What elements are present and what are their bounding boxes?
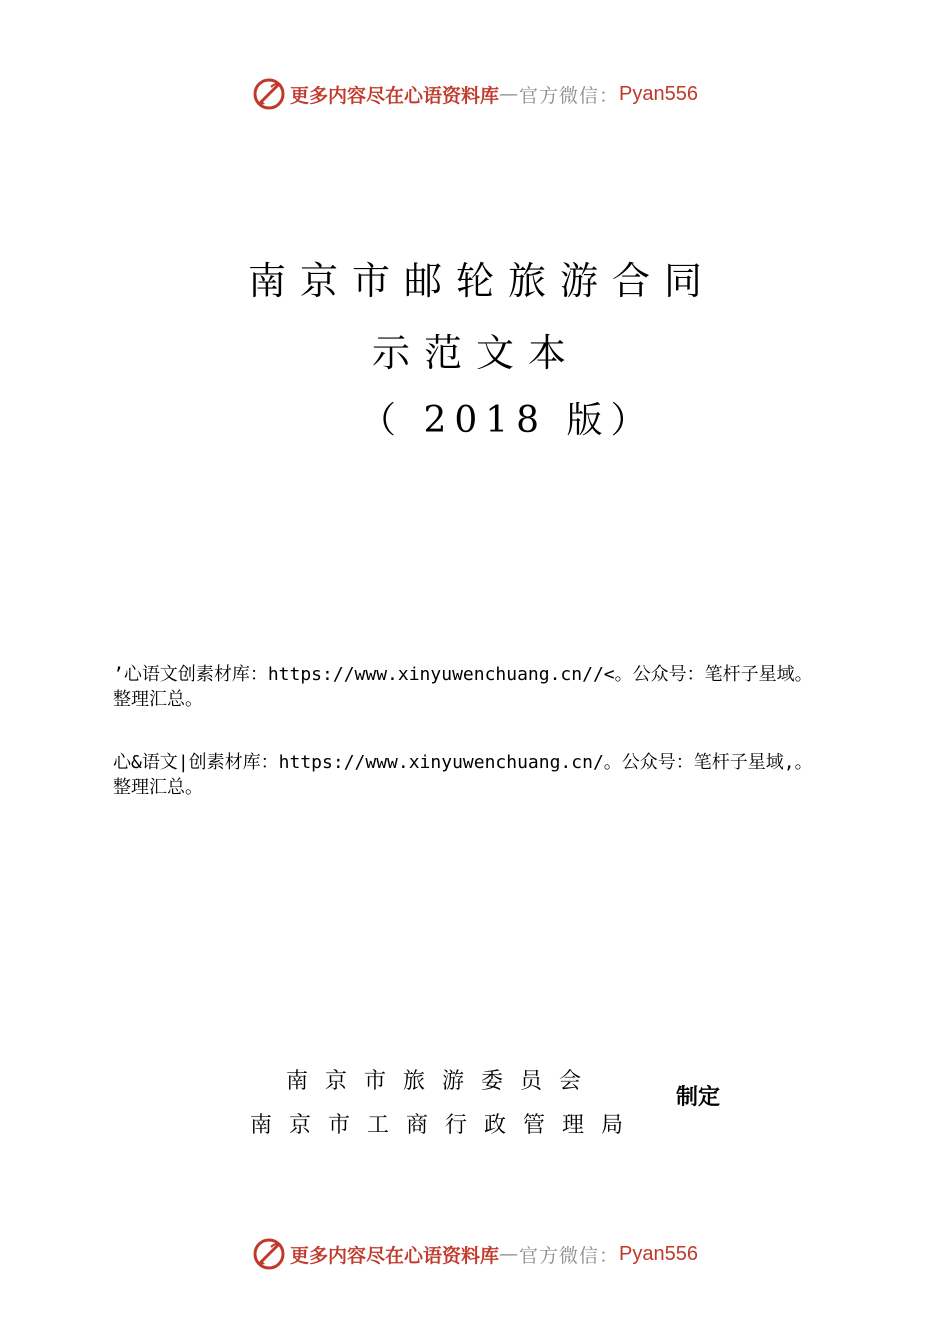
banner-dash: — [499,83,520,105]
issuer-tourism-committee: 南京市旅游委员会 [286,1069,599,1094]
official-wechat-label: 官方微信： [519,84,620,107]
document-version: （ 2018 版） [360,400,655,441]
official-wechat-label: 官方微信： [519,1244,620,1267]
source-note-2 [113,750,913,800]
pen-circle-logo-icon [252,1237,286,1271]
banner-dash: — [499,1243,520,1265]
issuing-authorities [250,1060,670,1148]
source-note-1 [113,662,913,712]
source-note-1-line1: ’心语文创素材库：https://www.xinyuwenchuang.cn//<。公众号：笔杆子星域。 [113,664,813,685]
document-subtitle: 示范文本 [372,331,581,375]
source-note-1-line2: 整理汇总。 [113,689,203,710]
header-watermark-banner [0,74,950,114]
brand-text: 更多内容尽在心语资料库 [290,84,500,107]
brand-text: 更多内容尽在心语资料库 [290,1244,500,1267]
source-note-2-line1: 心&语文|创素材库：https://www.xinyuwenchuang.cn/。公众号：笔杆子星域,。 [113,752,813,773]
document-title: 南京市邮轮旅游合同 [247,259,716,303]
pen-circle-logo-icon [252,77,286,111]
source-note-2-line2: 整理汇总。 [113,777,203,798]
wechat-id: Pyan556 [619,1242,698,1265]
wechat-id: Pyan556 [619,82,698,105]
footer-watermark-banner [0,1234,950,1274]
issuer-industry-commerce-bureau: 南京市工商行政管理局 [250,1113,641,1138]
made-label: 制定 [676,1085,721,1110]
